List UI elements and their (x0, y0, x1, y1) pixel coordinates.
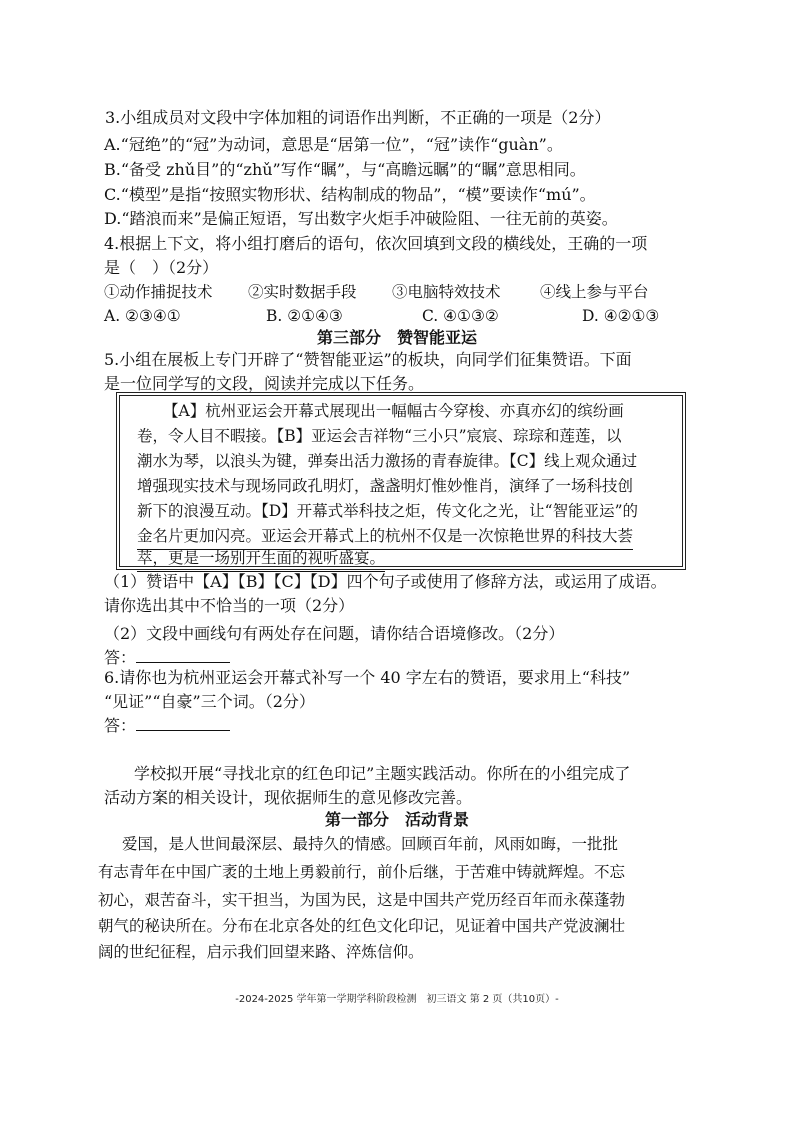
q3-option-c: C.“模型”是指“按照实物形状、结构制成的物品”，“模”要读作“mú”。 (104, 185, 596, 204)
activity-intro-line1: 学校拟开展“寻找北京的红色印记”主题实践活动。你所在的小组完成了 (134, 764, 631, 783)
background-line-1: 爱国，是人世间最深层、最持久的情感。回顾百年前，风雨如晦，一批批 (122, 835, 619, 853)
q4-option-a: A. ②③④① (104, 307, 181, 325)
q6-answer-label: 答： (104, 716, 137, 735)
q6-answer-blank[interactable] (136, 712, 230, 731)
background-line-4: 朝气的秘诀所在。分布在北京各处的红色文化印记，见证着中国共产党波澜壮 (98, 917, 626, 935)
background-line-2: 有志青年在中国广袤的土地上勇毅前行，前仆后继，于苦难中铸就辉煌。不忘 (98, 863, 626, 881)
q4-option-c: C. ④①③② (422, 307, 499, 325)
q5-task1-line2: 请你选出其中不恰当的一项（2分） (104, 596, 355, 615)
passage-line-5: 新下的浪漫互动。【D】开幕式举科技之炬，传文化之光，让“智能亚运”的 (137, 502, 639, 520)
passage-line-2: 卷，令人目不暇接。【B】亚运会吉祥物“三小只”宸宸、琮琮和莲莲，以 (137, 427, 622, 445)
q4-option-d: D. ④②①③ (582, 307, 660, 325)
q6-answer-row (104, 712, 230, 738)
q5-intro-line2: 是一位同学写的文段，阅读并完成以下任务。 (104, 374, 425, 393)
q5-answer-blank[interactable] (136, 644, 230, 663)
q5-task2: （2）文段中画线句有两处存在问题，请你结合语境修改。（2分） (104, 624, 565, 643)
q4-stem-line2: 是（ ）（2分） (104, 258, 219, 277)
q4-item-1: ①动作捕捉技术 (104, 283, 213, 301)
q5-passage-box (116, 392, 686, 570)
q3-option-a: A.“冠绝”的“冠”为动词，意思是“居第一位”，“冠”读作“guàn”。 (104, 135, 563, 154)
q5-answer-label: 答： (104, 648, 137, 667)
q3-option-d: D.“踏浪而来”是偏正短语，写出数字火炬手冲破险阻、一往无前的英姿。 (104, 209, 618, 228)
page-footer: -2024-2025 学年第一学期学科阶段检测 初三语文 第 2 页（共10页）- (235, 994, 559, 1005)
passage-line-3: 潮水为琴，以浪头为键，弹奏出活力激扬的青春旋律。【C】线上观众通过 (137, 452, 638, 470)
background-line-5: 阔的世纪征程，启示我们回望来路、淬炼信仰。 (98, 943, 424, 961)
q5-intro-line1: 5.小组在展板上专门开辟了“赞智能亚运”的板块，向同学们征集赞语。下面 (104, 350, 632, 369)
q5-task1-line1: （1）赞语中【A】【B】【C】【D】四个句子或使用了修辞方法，或运用了成语。 (104, 572, 667, 591)
passage-line-1: 【A】杭州亚运会开幕式展现出一幅幅古今穿梭、亦真亦幻的缤纷画 (163, 402, 624, 420)
q4-option-b: B. ②①④③ (266, 307, 343, 325)
passage-line-6: 金名片更加闪亮。亚运会开幕式上的杭州不仅是一次惊艳世界的科技大荟 (137, 524, 633, 550)
q6-line1: 6.请你也为杭州亚运会开幕式补写一个 40 字左右的赞语，要求用上“科技” (104, 668, 631, 687)
q4-item-2: ②实时数据手段 (248, 283, 357, 301)
q6-line2: “见证”“自豪”三个词。（2分） (104, 692, 315, 711)
background-line-3: 初心，艰苦奋斗，实干担当，为国为民，这是中国共产党历经百年而永葆蓬勃 (98, 891, 626, 909)
q3-option-b: B.“备受 zhǔ目”的“zhǔ”写作“瞩”，与“高瞻远瞩”的“瞩”意思相同。 (104, 160, 586, 179)
passage-line-7: 萃，更是一场别开生面的视听盛宴。 (137, 546, 385, 572)
activity-intro-line2: 活动方案的相关设计，现依据师生的意见修改完善。 (104, 788, 473, 807)
q4-stem-line1: 4.根据上下文，将小组打磨后的语句，依次回填到文段的横线处，王确的一项 (104, 234, 648, 253)
part1-heading: 第一部分 活动背景 (324, 810, 469, 829)
passage-line-4: 增强现实技术与现场同政孔明灯，盏盏明灯惟妙惟肖，演绎了一场科技创 (137, 477, 634, 495)
q3-stem: 3.小组成员对文段中字体加粗的词语作出判断，不正确的一项是（2分） (105, 108, 611, 127)
part3-heading: 第三部分 赞智能亚运 (316, 328, 477, 347)
q4-item-4: ④线上参与平台 (540, 283, 649, 301)
q4-item-3: ③电脑特效技术 (392, 283, 501, 301)
